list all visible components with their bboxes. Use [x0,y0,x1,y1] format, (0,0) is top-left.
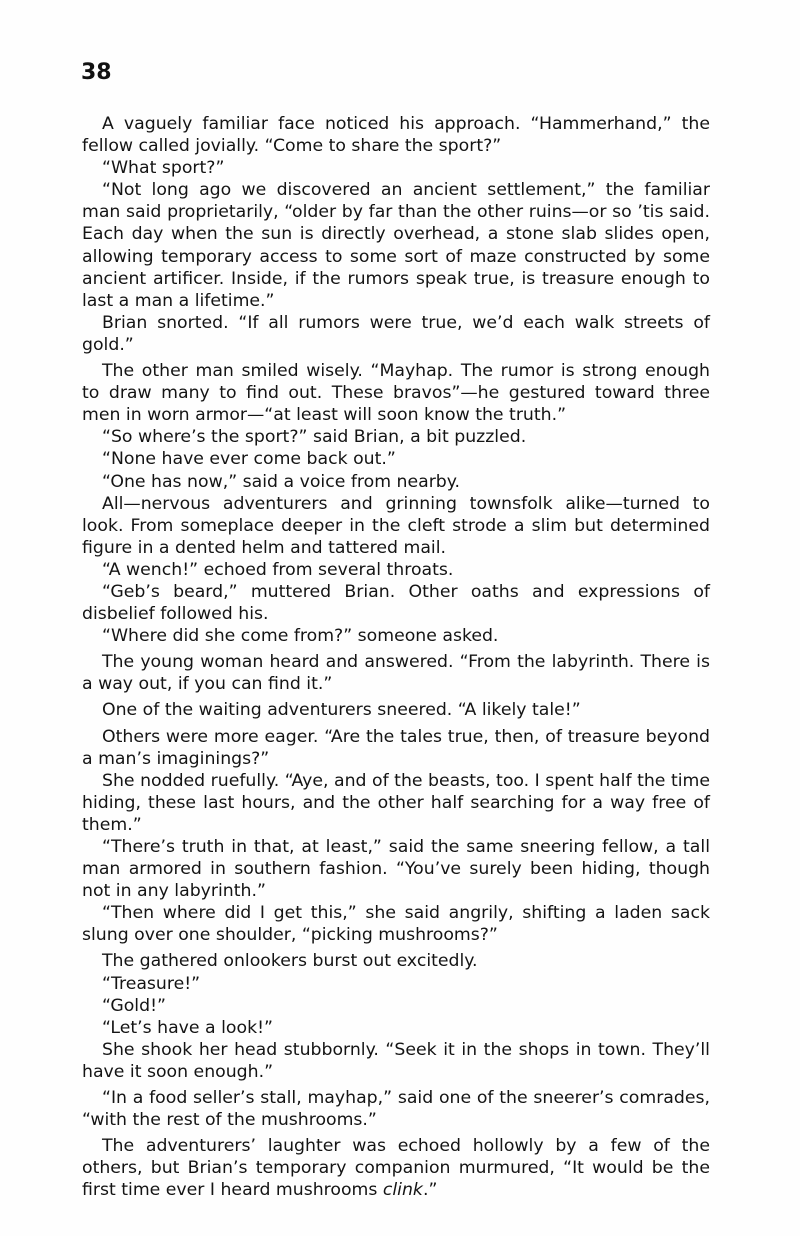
paragraph: “One has now,” said a voice from nearby. [102,471,461,492]
last-paragraph [82,1135,710,1201]
paragraph: She shook her head stubbornly. “Seek it in the shops in town. They’ll have it soon enough.” [82,1039,710,1082]
paragraph: “None have ever come back out.” [102,449,396,470]
paragraph: “Treasure!” [102,973,201,994]
paragraph: A vaguely familiar face noticed his approach. “Hammerhand,” the fellow called jovially. “Come to share the sport?” [82,114,710,157]
last-paragraph-suffix: .” [422,1180,438,1201]
paragraph: The gathered onlookers burst out excitedly. [102,951,478,972]
paragraph: One of the waiting adventurers sneered. “A likely tale!” [102,700,581,721]
paragraph: The young woman heard and answered. “From the labyrinth. There is a way out, if you can find it.” [82,652,710,695]
page-number: 38 [81,60,112,85]
italic-word: clink [382,1180,423,1201]
paragraph: She nodded ruefully. “Aye, and of the beasts, too. I spent half the time hiding, these last hours, and the other half searching for a way free of them.” [82,770,710,835]
paragraph: “What sport?” [102,158,225,179]
paragraph: “Where did she come from?” someone asked. [102,626,499,647]
paragraph: All—nervous adventurers and grinning townsfolk alike—turned to look. From someplace deeper in the cleft strode a slim but determined figure in a dented helm and tattered mail. [82,493,710,558]
paragraph: “Gold!” [102,995,166,1016]
paragraph: “There’s truth in that, at least,” said the same sneering fellow, a tall man armored in southern fashion. “You’ve surely been hiding, though not in any labyrinth.” [82,837,710,902]
paragraph: Brian snorted. “If all rumors were true, we’d each walk streets of gold.” [82,312,710,355]
paragraph: “In a food seller’s stall, mayhap,” said one of the sneerer’s comrades, “with the rest of the mushrooms.” [82,1088,710,1131]
paragraph: “Not long ago we discovered an ancient settlement,” the familiar man said proprietarily, “older by far than the other ruins—or so ’tis said. Each day when the sun is directly overhead, a stone slab slides open, allowing temporary access to some sort of maze constructed by some ancient artificer. Inside, if the rumors speak true, is treasure enough to last a man a lifetime.” [82,180,710,311]
paragraph: “Geb’s beard,” muttered Brian. Other oaths and expressions of disbelief followed his. [82,581,710,625]
paragraph: “A wench!” echoed from several throats. [102,559,454,580]
body-text [82,113,710,1202]
paragraph: Others were more eager. “Are the tales true, then, of treasure beyond a man’s imaginings?” [82,726,710,769]
paragraph: “Let’s have a look!” [102,1017,273,1038]
paragraph: “So where’s the sport?” said Brian, a bit puzzled. [102,427,527,448]
paragraph: The other man smiled wisely. “Mayhap. The rumor is strong enough to draw many to find out. These bravos”—he gestured toward three men in worn armor—“at least will soon know the truth.” [82,361,710,426]
last-paragraph-prefix: The adventurers’ laughter was echoed hollowly by a few of the others, but Brian’s temporary companion murmured, “It would be the first time ever I heard mushrooms [82,1136,710,1201]
paragraph: “Then where did I get this,” she said angrily, shifting a laden sack slung over one shoulder, “picking mushrooms?” [82,903,710,946]
